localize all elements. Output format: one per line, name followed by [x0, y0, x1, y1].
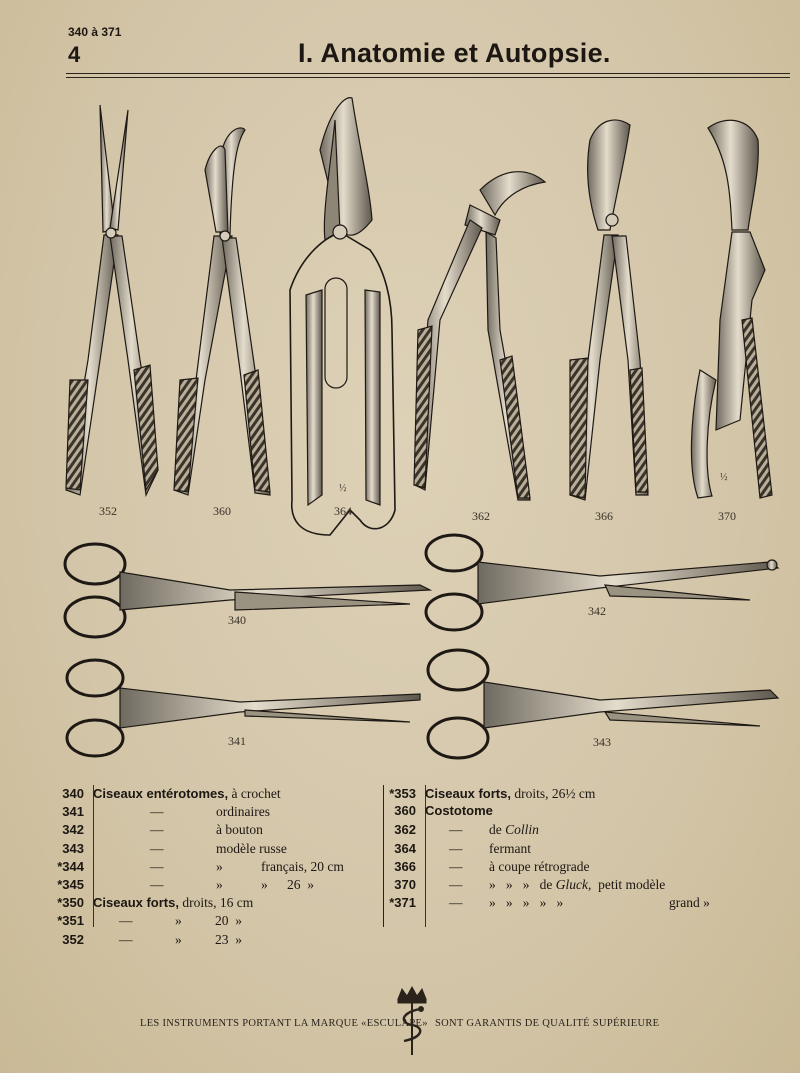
esculape-logo — [390, 985, 434, 1057]
figure-label-341: 341 — [228, 734, 246, 748]
list-item: *344 — » français, 20 cm — [57, 858, 344, 874]
page-title: I. Anatomie et Autopsie. — [298, 38, 611, 68]
scale-label-370: ½ — [720, 472, 728, 483]
figure-label-360: 360 — [213, 504, 231, 518]
instrument-illustrations — [0, 80, 800, 760]
figure-label-362: 362 — [472, 509, 490, 523]
list-item: 343 — modèle russe — [62, 840, 287, 856]
figure-label-370: 370 — [718, 509, 736, 523]
instrument-366 — [570, 120, 648, 500]
list-item: 340 Ciseaux entérotomes, à crochet — [62, 786, 281, 801]
list-item: *345 — » » 26 » — [57, 876, 314, 892]
list-item: *350 Ciseaux forts, droits, 16 cm — [57, 895, 254, 911]
list-item: 370 — » » » de Gluck, petit modèle — [394, 876, 666, 892]
list-item: 342 — à bouton — [62, 822, 263, 838]
figure-label-342: 342 — [588, 604, 606, 618]
list-item: 364 — fermant — [394, 840, 531, 856]
page-range: 340 à 371 — [68, 25, 122, 39]
instrument-370 — [691, 120, 772, 498]
list-item: *353 Ciseaux forts, droits, 26½ cm — [389, 786, 596, 801]
instrument-352 — [66, 105, 158, 495]
instrument-364 — [290, 98, 395, 535]
figure-label-364: 364 — [334, 504, 352, 518]
figure-label-340: 340 — [228, 613, 246, 627]
list-item: *371 — » » » » » grand » — [389, 895, 710, 911]
page-number: 4 — [68, 42, 81, 67]
list-item: 341 — ordinaires — [62, 804, 270, 820]
list-item: 362 — de Collin — [394, 822, 539, 838]
figure-label-343: 343 — [593, 735, 611, 749]
list-item: 360 Costotome — [394, 803, 493, 819]
header-rule — [66, 73, 790, 74]
left-item-list — [44, 785, 344, 949]
instrument-360 — [174, 128, 270, 495]
scale-label-364: ½ — [339, 483, 347, 494]
figure-label-366: 366 — [595, 509, 613, 523]
list-item: 352 — » 23 » — [62, 931, 242, 947]
footer-left-text: LES INSTRUMENTS PORTANT LA MARQUE «ESCULAPE» — [140, 1018, 428, 1029]
header-rule-thin — [66, 77, 790, 78]
list-item: 366 — à coupe rétrograde — [394, 858, 590, 874]
footer-right-text: SONT GARANTIS DE QUALITÉ SUPÉRIEURE — [435, 1018, 660, 1029]
instrument-340 — [65, 544, 430, 637]
figure-label-352: 352 — [99, 504, 117, 518]
list-item: *351 — » 20 » — [57, 913, 242, 929]
right-item-list — [376, 785, 710, 912]
instrument-362 — [414, 172, 545, 500]
